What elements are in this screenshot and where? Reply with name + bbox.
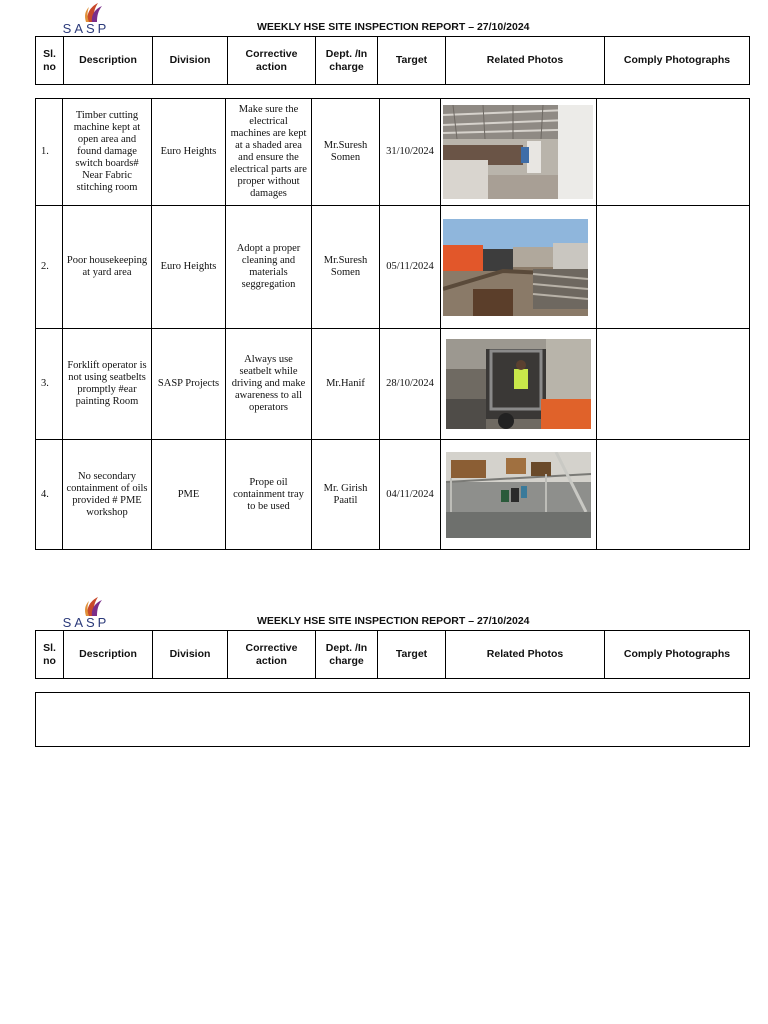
logo-text: SASP — [62, 615, 110, 630]
comply-photo-cell — [597, 440, 750, 550]
table-row — [36, 329, 750, 440]
row-corrective-action: Adopt a proper cleaning and materials seggregation — [226, 206, 312, 329]
row-in-charge: Mr.Hanif — [312, 329, 380, 440]
related-photo-cell — [441, 206, 597, 329]
workshop-shelf-photo — [446, 452, 591, 538]
header-description: Description — [64, 37, 153, 85]
table-row — [36, 440, 750, 550]
header-corrective-action: Corrective action — [228, 631, 316, 679]
header-sl-no: Sl. no — [36, 631, 64, 679]
row-sl-no: 1. — [36, 99, 63, 206]
row-sl-no: 4. — [36, 440, 63, 550]
header-corrective-action: Corrective action — [228, 37, 316, 85]
row-division: Euro Heights — [152, 99, 226, 206]
row-description: Forklift operator is not using seatbelts promptly #ear painting Room — [63, 329, 152, 440]
header-comply-photographs: Comply Photographs — [605, 37, 750, 85]
row-sl-no: 2. — [36, 206, 63, 329]
header-division: Division — [153, 631, 228, 679]
header-related-photos: Related Photos — [446, 37, 605, 85]
related-photo-cell — [441, 99, 597, 206]
row-division: SASP Projects — [152, 329, 226, 440]
findings-table — [35, 98, 750, 550]
yard-materials-photo — [443, 219, 588, 316]
row-corrective-action: Make sure the electrical machines are kept at a shaded area and ensure the electrical parts are proper without damages — [226, 99, 312, 206]
row-division: Euro Heights — [152, 206, 226, 329]
row-corrective-action: Prope oil containment tray to be used — [226, 440, 312, 550]
table-row — [36, 99, 750, 206]
header-description: Description — [64, 631, 153, 679]
company-logo — [56, 596, 126, 630]
header-sl-no: Sl. no — [36, 37, 64, 85]
header-table — [35, 630, 750, 679]
row-sl-no: 3. — [36, 329, 63, 440]
row-description: Timber cutting machine kept at open area and found damage switch boards# Near Fabric stitching room — [63, 99, 152, 206]
comply-photo-cell — [597, 329, 750, 440]
header-in-charge: Dept. /In charge — [316, 631, 378, 679]
row-target: 04/11/2024 — [380, 440, 441, 550]
table-row — [36, 206, 750, 329]
row-corrective-action: Always use seatbelt while driving and make awareness to all operators — [226, 329, 312, 440]
row-description: Poor housekeeping at yard area — [63, 206, 152, 329]
forklift-operator-photo — [446, 339, 591, 429]
row-in-charge: Mr.Suresh Somen — [312, 206, 380, 329]
row-target: 28/10/2024 — [380, 329, 441, 440]
header-table — [35, 36, 750, 85]
row-division: PME — [152, 440, 226, 550]
header-comply-photographs: Comply Photographs — [605, 631, 750, 679]
row-in-charge: Mr.Suresh Somen — [312, 99, 380, 206]
header-division: Division — [153, 37, 228, 85]
construction-site-photo — [443, 105, 593, 199]
row-description: No secondary containment of oils provided # PME workshop — [63, 440, 152, 550]
report-title: WEEKLY HSE SITE INSPECTION REPORT – 27/10/2024 — [257, 21, 530, 33]
header-target: Target — [378, 631, 446, 679]
related-photo-cell — [441, 440, 597, 550]
comply-photo-cell — [597, 99, 750, 206]
logo-text: SASP — [62, 21, 110, 36]
header-target: Target — [378, 37, 446, 85]
related-photo-cell — [441, 329, 597, 440]
report-title: WEEKLY HSE SITE INSPECTION REPORT – 27/10/2024 — [257, 615, 530, 627]
header-in-charge: Dept. /In charge — [316, 37, 378, 85]
empty-findings-box — [35, 692, 750, 747]
company-logo — [56, 2, 126, 36]
header-related-photos: Related Photos — [446, 631, 605, 679]
row-target: 31/10/2024 — [380, 99, 441, 206]
row-target: 05/11/2024 — [380, 206, 441, 329]
comply-photo-cell — [597, 206, 750, 329]
row-in-charge: Mr. Girish Paatil — [312, 440, 380, 550]
